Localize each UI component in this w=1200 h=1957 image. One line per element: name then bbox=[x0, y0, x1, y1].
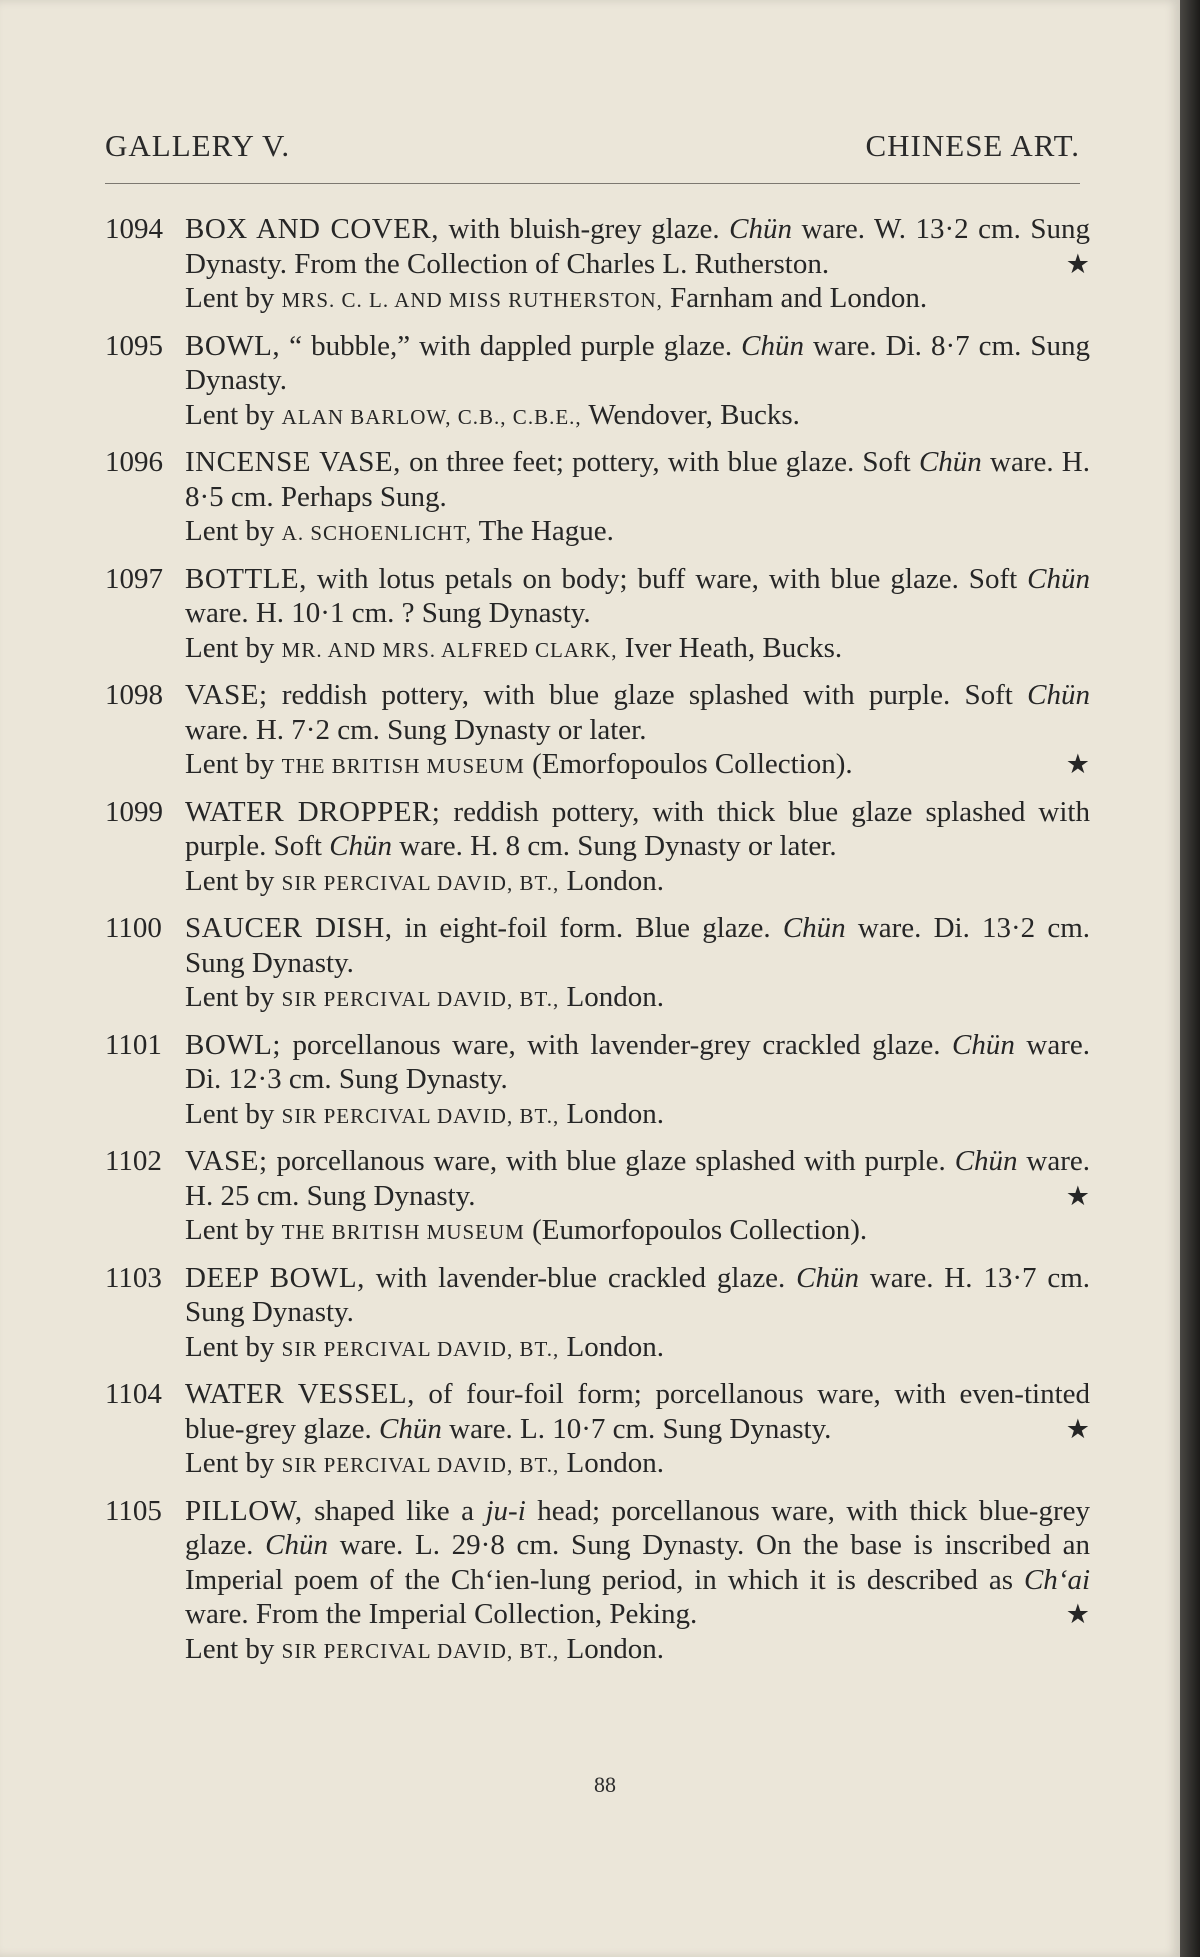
entry-description: BOTTLE, with lotus petals on body; buff ware, with blue glaze. Soft Chün ware. H. 10·1 cm. ? Sung Dynasty. bbox=[185, 562, 1090, 629]
entry-title: SAUCER DISH, bbox=[185, 912, 393, 944]
page-number: 88 bbox=[594, 1772, 616, 1797]
entry-title: BOWL; bbox=[185, 1028, 281, 1061]
catalogue-entry bbox=[105, 445, 1090, 551]
lender-name: MRS. C. L. AND MISS RUTHERSTON, bbox=[281, 288, 663, 312]
lender-line: Lent by SIR PERCIVAL DAVID, BT., London. bbox=[185, 981, 664, 1013]
ware-name: Chün bbox=[729, 213, 792, 245]
entry-number: 1101 bbox=[105, 1028, 162, 1061]
lender-line: Lent by SIR PERCIVAL DAVID, BT., London. bbox=[185, 1447, 664, 1479]
lender-line: Lent by SIR PERCIVAL DAVID, BT., London. bbox=[185, 864, 664, 897]
star-icon: ★ bbox=[1065, 1599, 1090, 1629]
entry-description: SAUCER DISH, in eight-foil form. Blue glaze. Chün ware. Di. 13·2 cm. Sung Dynasty. bbox=[185, 912, 1091, 979]
lender-name: SIR PERCIVAL DAVID, BT., bbox=[281, 1336, 560, 1361]
entry-number: 1104 bbox=[105, 1378, 162, 1410]
lender-name: SIR PERCIVAL DAVID, BT., bbox=[281, 870, 560, 895]
lender-name: THE BRITISH MUSEUM bbox=[281, 754, 525, 778]
entry-number: 1095 bbox=[105, 329, 163, 362]
catalogue-entry bbox=[105, 911, 1090, 1017]
lender-line: Lent by A. SCHOENLICHT, The Hague. bbox=[185, 515, 614, 547]
entry-number: 1098 bbox=[105, 679, 163, 711]
entry-description: PILLOW, shaped like a ju-i head; porcellanous ware, with thick blue-grey glaze. Chün ware. L. 29·8 cm. Sung Dynasty. On the base is inscribed an Imperial poem of the Ch‘ien-lung period, in which it is described as Ch‘ai ware. From the Imperial Collection, Peking. ★ bbox=[185, 1494, 1090, 1630]
star-icon: ★ bbox=[1065, 749, 1090, 779]
lender-line: Lent by SIR PERCIVAL DAVID, BT., London. bbox=[185, 1632, 664, 1665]
entry-description: BOX AND COVER, with bluish-grey glaze. Chün ware. W. 13·2 cm. Sung Dynasty. From the Collection of Charles L. Rutherston. ★ bbox=[185, 213, 1090, 280]
ware-name: Chün bbox=[782, 912, 846, 944]
star-icon: ★ bbox=[1065, 1180, 1090, 1211]
ware-name: Chün bbox=[952, 1028, 1015, 1061]
entry-title: WATER VESSEL, bbox=[185, 1378, 415, 1410]
catalogue-entry bbox=[105, 1377, 1090, 1483]
entry-title: BOWL, bbox=[185, 329, 281, 362]
ware-name: Chün bbox=[918, 446, 982, 478]
entry-title: VASE; bbox=[185, 679, 268, 711]
lender-name: SIR PERCIVAL DAVID, BT., bbox=[281, 987, 560, 1011]
catalogue-entry bbox=[105, 1494, 1090, 1669]
entry-title: VASE; bbox=[185, 1145, 268, 1177]
lender-line: Lent by SIR PERCIVAL DAVID, BT., London. bbox=[185, 1097, 664, 1130]
catalogue-entry bbox=[105, 1028, 1090, 1134]
entry-title: BOTTLE, bbox=[185, 562, 307, 595]
lender-line: Lent by SIR PERCIVAL DAVID, BT., London. bbox=[185, 1330, 664, 1363]
lender-name: SIR PERCIVAL DAVID, BT., bbox=[281, 1638, 560, 1663]
entry-number: 1103 bbox=[105, 1261, 162, 1294]
lender-name: SIR PERCIVAL DAVID, BT., bbox=[281, 1103, 560, 1128]
lender-name: THE BRITISH MUSEUM bbox=[281, 1220, 525, 1244]
lender-line: ★ Lent by THE BRITISH MUSEUM (Emorfopoulos Collection). bbox=[185, 748, 1090, 780]
entry-description: VASE; porcellanous ware, with blue glaze splashed with purple. Chün ware. H. 25 cm. Sung Dynasty. ★ bbox=[185, 1145, 1091, 1212]
lender-name: ALAN BARLOW, C.B., C.B.E., bbox=[281, 404, 582, 429]
catalogue-entry bbox=[105, 678, 1090, 784]
lender-name: A. SCHOENLICHT, bbox=[281, 521, 472, 545]
running-header bbox=[105, 128, 1080, 172]
catalogue-entry bbox=[105, 1144, 1090, 1250]
entry-number: 1099 bbox=[105, 795, 163, 828]
entry-description: WATER DROPPER; reddish pottery, with thick blue glaze splashed with purple. Soft Chün ware. H. 8 cm. Sung Dynasty or later. bbox=[185, 795, 1090, 862]
header-rule bbox=[105, 183, 1080, 184]
entry-title: INCENSE VASE, bbox=[185, 446, 401, 478]
ware-name: Chün bbox=[1027, 562, 1090, 595]
entry-title: DEEP BOWL, bbox=[185, 1261, 365, 1294]
ware-name: Chün bbox=[265, 1529, 328, 1561]
ware-name: Chün bbox=[796, 1261, 859, 1294]
lender-name: MR. AND MRS. ALFRED CLARK, bbox=[281, 637, 618, 662]
ware-name: Chün bbox=[1027, 679, 1090, 711]
lender-line: Lent by ALAN BARLOW, C.B., C.B.E., Wendover, Bucks. bbox=[185, 398, 800, 431]
header-gallery: GALLERY V. bbox=[105, 128, 291, 163]
catalogue-entries bbox=[105, 212, 1090, 1668]
ware-name: Chün bbox=[379, 1412, 442, 1445]
star-icon: ★ bbox=[1065, 248, 1090, 279]
catalogue-entry bbox=[105, 795, 1090, 901]
catalogue-entry bbox=[105, 212, 1090, 318]
catalogue-entry bbox=[105, 329, 1090, 435]
entry-number: 1105 bbox=[105, 1494, 162, 1527]
entry-title: PILLOW, bbox=[185, 1494, 303, 1527]
catalogue-entry bbox=[105, 562, 1090, 668]
entry-description: DEEP BOWL, with lavender-blue crackled glaze. Chün ware. H. 13·7 cm. Sung Dynasty. bbox=[185, 1261, 1091, 1328]
ware-name: Chün bbox=[954, 1145, 1018, 1177]
ware-name: Chün bbox=[741, 329, 805, 362]
entry-number: 1096 bbox=[105, 446, 163, 478]
entry-number: 1097 bbox=[105, 562, 163, 595]
catalogue-entry bbox=[105, 1261, 1090, 1367]
entry-description: VASE; reddish pottery, with blue glaze splashed with purple. Soft Chün ware. H. 7·2 cm. Sung Dynasty or later. bbox=[185, 679, 1090, 746]
book-spine bbox=[1180, 0, 1200, 1957]
star-icon: ★ bbox=[1065, 1413, 1090, 1444]
entry-description: BOWL, “ bubble,” with dappled purple glaze. Chün ware. Di. 8·7 cm. Sung Dynasty. bbox=[185, 329, 1090, 396]
entry-description: WATER VESSEL, of four-foil form; porcellanous ware, with even-tinted blue-grey glaze. Chün ware. L. 10·7 cm. Sung Dynasty. ★ bbox=[185, 1378, 1090, 1445]
lender-line: Lent by THE BRITISH MUSEUM (Eumorfopoulos Collection). bbox=[185, 1214, 868, 1246]
header-section: CHINESE ART. bbox=[865, 128, 1080, 163]
entry-title: BOX AND COVER, bbox=[185, 213, 440, 245]
ware-name: Ch‘ai bbox=[1023, 1563, 1090, 1596]
entry-number: 1094 bbox=[105, 213, 163, 245]
entry-title: WATER DROPPER; bbox=[185, 795, 441, 828]
ware-name: Chün bbox=[329, 830, 393, 862]
lender-line: Lent by MR. AND MRS. ALFRED CLARK, Iver Heath, Bucks. bbox=[185, 631, 843, 664]
entry-number: 1102 bbox=[105, 1145, 162, 1177]
entry-description: INCENSE VASE, on three feet; pottery, with blue glaze. Soft Chün ware. H. 8·5 cm. Perhaps Sung. bbox=[185, 446, 1090, 513]
entry-number: 1100 bbox=[105, 912, 162, 944]
object-term: ju-i bbox=[485, 1494, 526, 1527]
lender-line: Lent by MRS. C. L. AND MISS RUTHERSTON, Farnham and London. bbox=[185, 282, 928, 314]
entry-description: BOWL; porcellanous ware, with lavender-grey crackled glaze. Chün ware. Di. 12·3 cm. Sung Dynasty. bbox=[185, 1028, 1090, 1095]
lender-name: SIR PERCIVAL DAVID, BT., bbox=[281, 1453, 560, 1477]
